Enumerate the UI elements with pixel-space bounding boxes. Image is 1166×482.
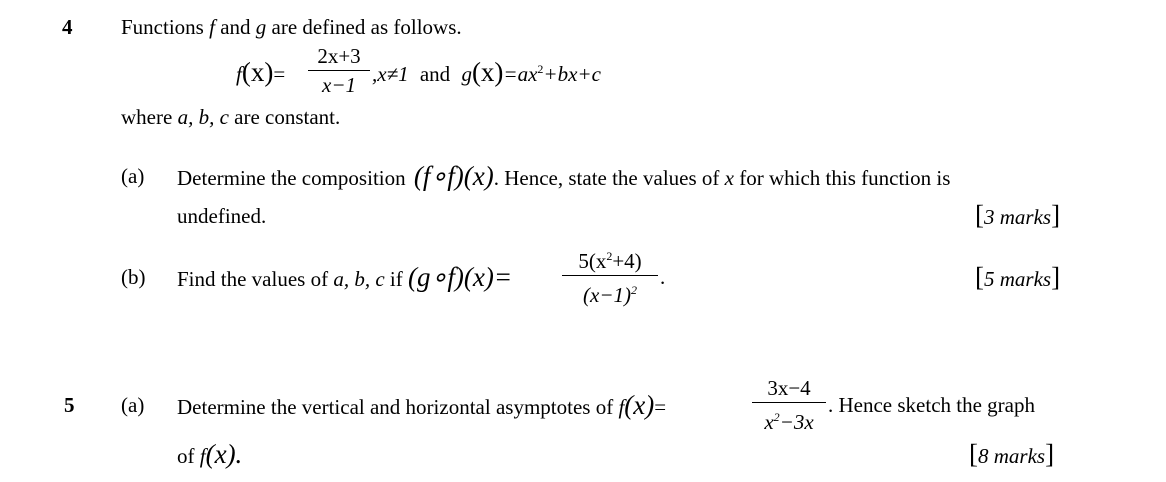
- q4b-period: .: [660, 265, 666, 289]
- q4-def-and: and: [419, 62, 451, 86]
- q5a-label: (a): [121, 393, 145, 417]
- q4-f-var: f: [209, 15, 215, 39]
- q4b-den-square: 2: [630, 283, 637, 297]
- q4b-vars: a, b, c: [333, 267, 385, 291]
- q4-and: and: [220, 15, 251, 39]
- q5a-marks-close: ]: [1045, 439, 1055, 469]
- q5a-text1: Determine the vertical and horizontal asymptotes of: [177, 395, 614, 419]
- q4a-marks-close: ]: [1051, 200, 1061, 230]
- q4-fx-fraction: [308, 44, 370, 97]
- q4a-line1: [177, 161, 951, 191]
- q5a-line1: [177, 390, 667, 420]
- q5a-den-post: −3x: [779, 410, 814, 434]
- q5a-eq: =: [654, 395, 667, 419]
- q5a-line2: [177, 439, 243, 469]
- q4-fx-lhs: [236, 57, 286, 87]
- q4-g-var: g: [255, 15, 267, 39]
- q4-where-post: are constant.: [234, 105, 341, 129]
- q4b-line: [177, 262, 513, 292]
- q4a-marks: [975, 200, 1061, 230]
- q4b-text1: Find the values of: [177, 267, 329, 291]
- q5a-denominator: [752, 405, 826, 434]
- q4b-fraction: [562, 244, 658, 307]
- q4b-marks-text: 5 marks: [984, 267, 1052, 291]
- q4b-num-square: 2: [606, 249, 613, 263]
- q4-gx-g: g: [461, 62, 472, 86]
- q5a-fraction-bar: [752, 402, 826, 403]
- q4b-denominator: [562, 278, 658, 307]
- q5a-fx: f: [618, 395, 625, 419]
- q5a-fx2-arg: (x).: [205, 439, 243, 469]
- q5a-marks: [969, 439, 1055, 469]
- q4b-num-pre: 5(x: [578, 249, 607, 273]
- q4a-marks-open: [: [975, 200, 984, 230]
- q5a-fraction: [752, 376, 826, 434]
- q4-fx-f: f: [236, 62, 242, 86]
- q5a-fx2: f: [199, 444, 206, 468]
- q4-intro-line: [121, 15, 462, 39]
- q5a-numerator: 3x−4: [767, 376, 811, 400]
- q4b-marks: [975, 262, 1061, 292]
- q4b-den-pre: (x−1): [583, 283, 631, 307]
- question-5-number: 5: [64, 393, 75, 417]
- q4a-text4: undefined.: [177, 204, 267, 228]
- q5a-den-pre: x: [764, 410, 774, 434]
- q4-defined-text: are defined as follows.: [271, 15, 462, 39]
- q5a-marks-text: 8 marks: [978, 444, 1046, 468]
- q4a-text3: for which this function is: [739, 166, 951, 190]
- q4-def-rest: [372, 57, 601, 87]
- q5a-marks-open: [: [969, 439, 978, 469]
- q4-fx-eq: =: [273, 62, 286, 86]
- q4-gx-arg: (x): [471, 57, 504, 87]
- q4-fx-numerator: 2x+3: [317, 44, 361, 68]
- q4b-composition: (g∘f)(x)=: [407, 262, 513, 292]
- q4-fx-fraction-bar: [308, 70, 370, 71]
- q4-gx-rhs-post: +bx+c: [543, 62, 601, 86]
- q4b-numerator: [562, 244, 658, 273]
- q5a-text2: . Hence sketch the graph: [828, 393, 1035, 417]
- q4b-marks-open: [: [975, 262, 984, 292]
- q4-where-line: [121, 105, 340, 129]
- q4a-text1: Determine the composition: [177, 166, 406, 190]
- q4-intro-text: Functions: [121, 15, 204, 39]
- q4-gx-rhs-pre: =ax: [503, 62, 538, 86]
- q4-fx-denominator: x−1: [322, 73, 356, 97]
- q4a-text2: . Hence, state the values of: [493, 166, 720, 190]
- q4-gx-square: 2: [537, 62, 544, 76]
- q4b-label: (b): [121, 265, 146, 289]
- q4b-num-post: +4): [612, 249, 642, 273]
- q4-where-vars: a, b, c: [177, 105, 229, 129]
- q5a-fx-arg: (x): [624, 390, 655, 420]
- q4b-marks-close: ]: [1051, 262, 1061, 292]
- q4b-text2: if: [389, 267, 403, 291]
- q4a-marks-text: 3 marks: [984, 205, 1052, 229]
- q4-fx-condition: ,x≠1: [372, 62, 409, 86]
- q4-fx-arg: (x): [241, 57, 274, 87]
- q4a-x: x: [724, 166, 734, 190]
- q4b-fraction-bar: [562, 275, 658, 276]
- q4a-composition: (f∘f)(x): [413, 161, 494, 191]
- question-4-number: 4: [62, 15, 73, 39]
- q5a-den-square: 2: [773, 410, 780, 424]
- q5a-text3: of: [177, 444, 195, 468]
- q4-where-pre: where: [121, 105, 173, 129]
- q4a-label: (a): [121, 164, 145, 188]
